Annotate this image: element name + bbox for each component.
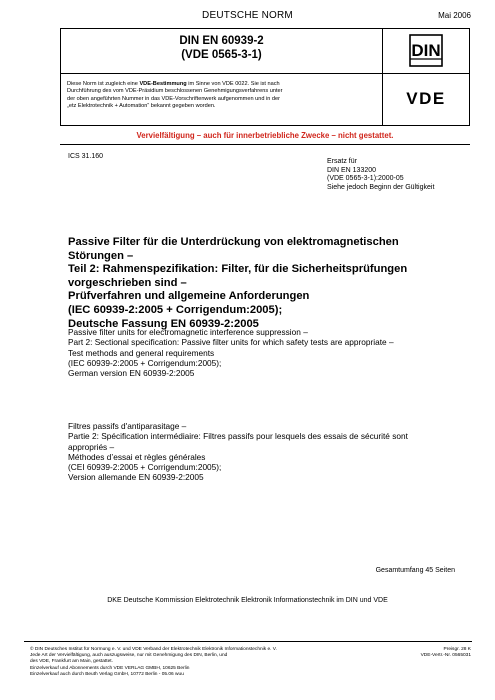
footer-line: Einzelverkauf und Abonnements durch VDE VERLAG GMBH, 10625 Berlin xyxy=(30,665,190,671)
title-french-line: Version allemande EN 60939-2:2005 xyxy=(68,472,204,483)
page-header xyxy=(0,10,495,24)
divider-top xyxy=(60,144,470,145)
replacement-line: DIN EN 133200 xyxy=(327,166,377,174)
title-french-line: Filtres passifs d'antiparasitage – xyxy=(68,421,187,431)
title-german-line: (IEC 60939-2:2005 + Corrigendum:2005); xyxy=(68,303,283,316)
title-english-line: (IEC 60939-2:2005 + Corrigendum:2005); xyxy=(68,357,222,368)
vde-number: (VDE 0565-3-1) xyxy=(181,49,262,61)
divider-bottom xyxy=(24,641,472,642)
footer-line: Einzelverkauf auch durch Beuth Verlag GmbH, 10772 Berlin - 05.06 wuu xyxy=(30,671,184,677)
price-info xyxy=(421,647,471,659)
classification-bold: VDE-Bestimmung xyxy=(139,81,187,87)
publication-date: Mai 2006 xyxy=(438,11,471,20)
din-logo-text: DIN xyxy=(411,41,441,60)
classification-line3: der oben angeführten Nummer in das VDE-Vorschriftenwerk aufgenommen und in der xyxy=(67,95,280,102)
title-german-line: Störungen – xyxy=(68,249,134,262)
classification-line1-rest: im Sinne von VDE 0022. Sie ist nach xyxy=(186,81,280,87)
vde-logo-text: VDE xyxy=(406,89,446,108)
total-pages: Gesamtumfang 45 Seiten xyxy=(375,567,455,574)
title-english-line: Passive filter units for electromagnetic interference suppression – xyxy=(68,327,308,337)
classification-text xyxy=(61,74,383,125)
title-german-line: vorgeschrieben sind – xyxy=(68,276,187,289)
vde-logo-graphic xyxy=(383,74,469,124)
title-german-line: Teil 2: Rahmenspezifikation: Filter, für die Sicherheitsprüfungen xyxy=(68,263,408,276)
classification-line4: „etz Elektrotechnik + Automation“ bekannt gegeben worden. xyxy=(67,102,216,109)
title-english-line: Part 2: Sectional specification: Passive filter units for which safety tests are appropriate – xyxy=(68,337,394,348)
copyright-footer xyxy=(30,647,390,678)
footer-line: Jede Art der Vervielfältigung, auch auszugsweise, nur mit Genehmigung des DIN, Berlin, und xyxy=(30,653,228,659)
dke-line: DKE Deutsche Kommission Elektrotechnik Elektronik Informationstechnik im DIN und VDE xyxy=(107,597,388,604)
reproduction-notice: Vervielfältigung – auch für innerbetriebliche Zwecke – nicht gestattet. xyxy=(136,131,394,140)
title-english-line: Test methods and general requirements xyxy=(68,347,215,358)
title-french-line: Méthodes d’essai et règles générales xyxy=(68,451,206,462)
title-english xyxy=(68,327,468,378)
replacement-line: Ersatz für xyxy=(327,158,357,165)
title-german-line: Prüfverfahren und allgemeine Anforderungen xyxy=(68,290,310,303)
classification-line2: Durchführung des vom VDE-Präsidium beschlossenen Genehmigungsverfahrens unter xyxy=(67,88,283,95)
title-french-line: (CEI 60939-2:2005 + Corrigendum:2005); xyxy=(68,462,222,473)
title-german-line: Passive Filter für die Unterdrückung von elektromagnetischen xyxy=(68,236,399,248)
title-box xyxy=(60,28,470,126)
ics-code: ICS 31.160 xyxy=(68,153,104,160)
replacement-line: Siehe jedoch Beginn der Gültigkeit xyxy=(327,183,435,191)
din-logo-graphic xyxy=(383,29,469,73)
order-number: VDE-Vertr.-Nr. 0565031 xyxy=(420,653,471,659)
classification-prefix: Diese Norm ist zugleich eine xyxy=(67,81,140,87)
title-french-line: appropriés – xyxy=(68,441,115,452)
title-english-line: German version EN 60939-2:2005 xyxy=(68,368,195,379)
replacement-info xyxy=(327,158,434,192)
title-german-line: Deutsche Fassung EN 60939-2:2005 xyxy=(68,317,259,330)
standard-number: DIN EN 60939-2 xyxy=(179,35,264,47)
title-german xyxy=(68,236,468,331)
title-french-line: Partie 2: Spécification intermédiaire: Filtres passifs pour lesquels des essais de sécurité sont xyxy=(68,431,408,442)
vde-logo xyxy=(383,74,470,125)
price-group: Preisgr. 28 K xyxy=(443,647,471,652)
footer-line: des VDE, Frankfurt am Main, gestattet. xyxy=(30,659,113,665)
footer-line: © DIN Deutsches Institut für Normung e. V. und VDE Verband der Elektrotechnik Elektronik Informationstechnik e. V. xyxy=(30,647,277,652)
din-logo xyxy=(383,29,470,74)
title-french xyxy=(68,421,468,483)
replacement-line: (VDE 0565-3-1):2000-05 xyxy=(327,175,404,183)
standard-number-cell xyxy=(61,29,383,74)
norm-label: DEUTSCHE NORM xyxy=(202,10,293,21)
